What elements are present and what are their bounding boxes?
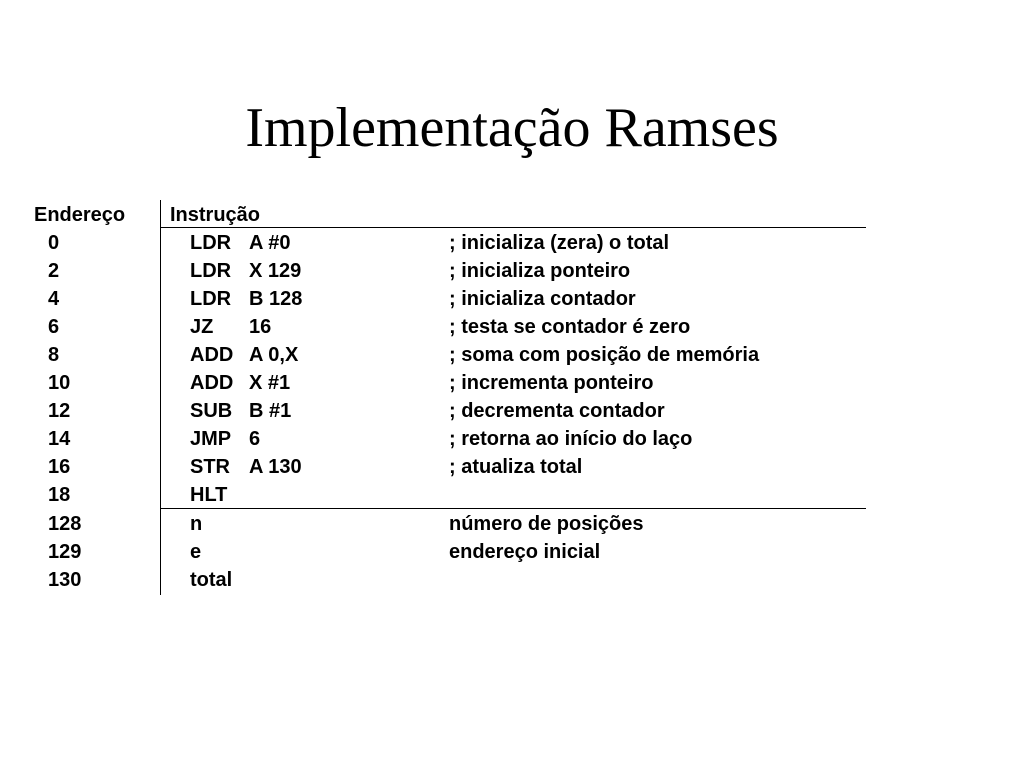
opcode-cell: HLT: [190, 484, 228, 506]
data-row: [0, 514, 866, 542]
comment-cell: ; decrementa contador: [449, 400, 665, 422]
address-cell: 12: [48, 400, 71, 422]
operand-cell: A 0,X: [249, 344, 299, 366]
address-cell: 129: [48, 541, 82, 563]
operand-cell: B 128: [249, 288, 303, 310]
program-row: [0, 289, 866, 317]
opcode-cell: STR: [190, 456, 230, 478]
program-table: [0, 200, 866, 595]
comment-cell: ; inicializa ponteiro: [449, 260, 631, 282]
program-row: [0, 401, 866, 429]
opcode-cell: LDR: [190, 288, 232, 310]
opcode-cell: JMP: [190, 428, 232, 450]
operand-cell: X #1: [249, 372, 291, 394]
comment-cell: ; testa se contador é zero: [449, 316, 691, 338]
address-cell: 130: [48, 569, 82, 591]
program-row: [0, 457, 866, 485]
description-cell: número de posições: [449, 513, 644, 535]
variable-name-cell: e: [190, 541, 202, 563]
opcode-cell: LDR: [190, 260, 232, 282]
address-cell: 8: [48, 344, 60, 366]
data-row: [0, 542, 866, 570]
header-instruction: Instrução: [170, 204, 261, 226]
address-cell: 2: [48, 260, 60, 282]
address-cell: 18: [48, 484, 71, 506]
address-cell: 0: [48, 232, 60, 254]
opcode-cell: ADD: [190, 372, 234, 394]
program-row: [0, 429, 866, 457]
program-row: [0, 345, 866, 373]
comment-cell: ; atualiza total: [449, 456, 583, 478]
operand-cell: 16: [249, 316, 272, 338]
comment-cell: ; incrementa ponteiro: [449, 372, 654, 394]
address-cell: 14: [48, 428, 71, 450]
operand-cell: B #1: [249, 400, 292, 422]
comment-cell: ; inicializa contador: [449, 288, 636, 310]
opcode-cell: ADD: [190, 344, 234, 366]
program-row: [0, 373, 866, 401]
opcode-cell: LDR: [190, 232, 232, 254]
operand-cell: 6: [249, 428, 261, 450]
operand-cell: A 130: [249, 456, 302, 478]
variable-name-cell: n: [190, 513, 203, 535]
comment-cell: ; retorna ao início do laço: [449, 428, 693, 450]
variable-name-cell: total: [190, 569, 233, 591]
program-row: [0, 317, 866, 345]
address-cell: 4: [48, 288, 60, 310]
program-row: [0, 261, 866, 289]
header-address: Endereço: [34, 204, 126, 226]
opcode-cell: JZ: [190, 316, 214, 338]
description-cell: endereço inicial: [449, 541, 601, 563]
program-row: [0, 485, 866, 513]
data-row: [0, 570, 866, 598]
header-rule: [160, 227, 866, 228]
program-row: [0, 233, 866, 261]
address-cell: 10: [48, 372, 71, 394]
operand-cell: X 129: [249, 260, 302, 282]
slide-title: Implementação Ramses: [245, 97, 779, 159]
comment-cell: ; inicializa (zera) o total: [449, 232, 670, 254]
operand-cell: A #0: [249, 232, 291, 254]
opcode-cell: SUB: [190, 400, 233, 422]
comment-cell: ; soma com posição de memória: [449, 344, 760, 366]
address-cell: 6: [48, 316, 60, 338]
address-cell: 16: [48, 456, 71, 478]
address-cell: 128: [48, 513, 82, 535]
